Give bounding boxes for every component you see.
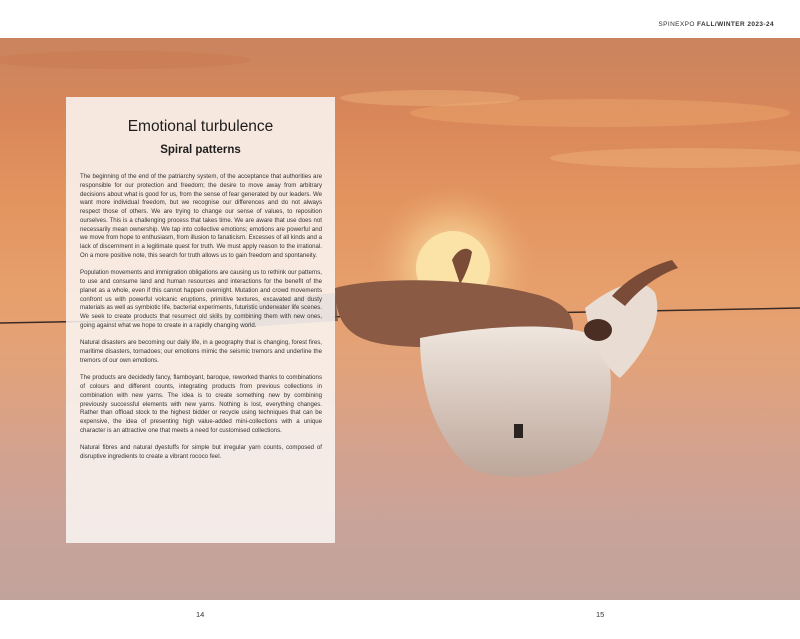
page-number-right: 15 <box>596 610 605 619</box>
article-subtitle: Spiral patterns <box>160 144 241 156</box>
article-paragraph: Natural fibres and natural dyestuffs for simple but irregular yarn counts, composed of disruptive ingredients to create a vibrant rococo feel. <box>80 444 322 461</box>
person-head <box>584 319 612 341</box>
article-paragraph: The beginning of the end of the patriarchy system, of the acceptance that authorities are responsible for our protection and freedom; the desire to move away from arbitrary decisions about what is good for us, from the sense of fear generated by our leaders. We want more individual freedom, but we recognise our differences and do not always respect those of others. We are trying to change our sense of values, to reposition ourselves. This is a challenging process that takes time. We are aware that use does not necessarily mean ownership. We tap into collective emotions; emotions are powerful and we move from hope to enthusiasm, from illusion to fanaticism. Excesses of all kinds and a lack of discernment in a legitimate quest for truth. We must apply reason to the irrational. On a more positive note, this search for truth allows us to gain freedom and spontaneity. <box>80 173 322 259</box>
jacket-tab <box>514 424 523 438</box>
brand-name: SPINEXPO <box>658 21 695 28</box>
page-number-left: 14 <box>196 610 205 619</box>
page-header <box>0 0 800 38</box>
page-footer <box>0 600 800 639</box>
running-head <box>658 21 774 28</box>
cloud-streak <box>550 148 800 168</box>
season-label: FALL/WINTER 2023-24 <box>697 21 774 28</box>
article-paragraph: Population movements and immigration obligations are causing us to rethink our patterns, to use and consume land and human resources and interactions for the benefit of the planet as a whole, even if this cannot happen overnight. Mutation and crowd movements confront us with powerful volcanic eruptions, primitive textures, excavated and dusty materials as well as symbiotic life, bacterial experiments, futuristic underwater life scenes. We seek to create products that resurrect old skills by combining them with new ones, going against what we hope to create in a rapidly changing world. <box>80 269 322 329</box>
article-panel <box>66 97 335 543</box>
article-body <box>66 173 335 462</box>
article-title: Emotional turbulence <box>127 118 274 135</box>
article-paragraph: The products are decidedly fancy, flamboyant, baroque, reworked thanks to combinations of colours and different counts, integrating products from previous collections in combination with new yarns. The idea is to create something new by combining previously successful elements with new yarns. Nothing is lost, everything changes. Rather than offload stock to the highest bidder or recycle using techniques that can be expensive, the idea of presenting high value-added mini-collections with a unique character is an attractive one that meets a need for customised collections. <box>80 374 322 434</box>
jacket <box>420 326 611 476</box>
cloud-streak <box>340 90 520 106</box>
cloud-streak <box>0 51 250 69</box>
article-paragraph: Natural disasters are becoming our daily life, in a geography that is changing, forest fires, maritime disasters, tornadoes; our emotions mimic the seismic tremors and underline the tremors of our own emotions. <box>80 339 322 364</box>
